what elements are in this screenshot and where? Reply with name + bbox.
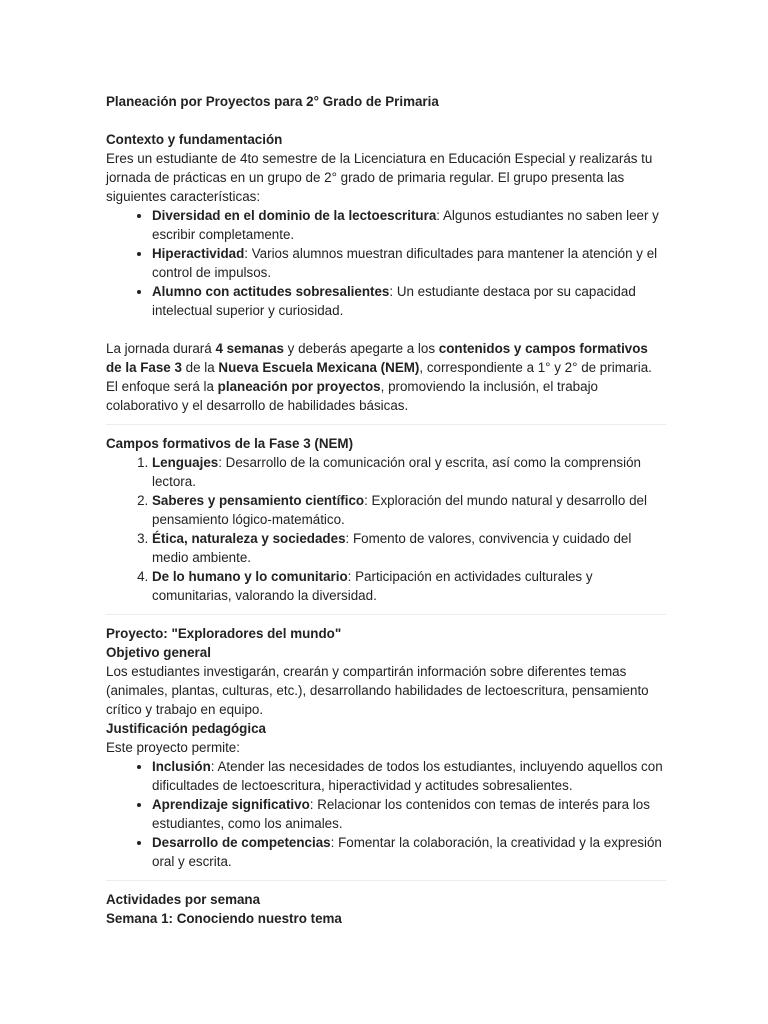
subsection-heading: Semana 1: Conociendo nuestro tema	[106, 911, 342, 926]
section-heading: Campos formativos de la Fase 3 (NEM)	[106, 436, 354, 451]
divider	[106, 614, 666, 615]
bullet-list	[106, 757, 666, 871]
bullet-list	[106, 206, 666, 320]
section-heading: Contexto y fundamentación	[106, 132, 283, 147]
list-item: • Desarrollo de competencias: Fomentar la colaboración, la creatividad y la expresión oral y escrita.	[152, 833, 666, 871]
list-item: • Alumno con actitudes sobresalientes: Un estudiante destaca por su capacidad intelectual superior y curiosidad.	[152, 282, 666, 320]
subsection-heading: Justificación pedagógica	[106, 721, 266, 736]
divider	[106, 424, 666, 425]
list-item: • Diversidad en el dominio de la lectoescritura: Algunos estudiantes no saben leer y escribir completamente.	[152, 206, 666, 244]
paragraph: Este proyecto permite:	[106, 740, 240, 755]
section-campos	[106, 434, 666, 605]
section-heading: Actividades por semana	[106, 892, 261, 907]
paragraph: La jornada durará 4 semanas y deberás apegarte a los contenidos y campos formativos de la Fase 3 de la Nueva Escuela Mexicana (NEM), correspondiente a 1° y 2° de primaria. El enfoque será la planeación por proyectos, promoviendo la inclusión, el trabajo colaborativo y el desarrollo de habilidades básicas.	[106, 341, 652, 413]
subsection-heading: Objetivo general	[106, 645, 211, 660]
list-item: • Aprendizaje significativo: Relacionar los contenidos con temas de interés para los estudiantes, como los animales.	[152, 795, 666, 833]
numbered-list	[106, 453, 666, 605]
paragraph: Eres un estudiante de 4to semestre de la Licenciatura en Educación Especial y realizarás tu jornada de prácticas en un grupo de 2° grado de primaria regular. El grupo presenta las siguientes características:	[106, 151, 653, 204]
divider	[106, 880, 666, 881]
section-proyecto	[106, 624, 666, 871]
paragraph: Los estudiantes investigarán, crearán y compartirán información sobre diferentes temas (animales, plantas, culturas, etc.), desarrollando habilidades de lectoescritura, pensamiento crítico y trabajo en equipo.	[106, 664, 649, 717]
section-actividades	[106, 890, 666, 928]
document-page	[106, 92, 666, 928]
list-item: 1. Lenguajes: Desarrollo de la comunicación oral y escrita, así como la comprensión lectora.	[152, 453, 666, 491]
section-contexto	[106, 130, 666, 415]
section-heading: Proyecto: "Exploradores del mundo"	[106, 626, 342, 641]
document-title: Planeación por Proyectos para 2° Grado de Primaria	[106, 94, 439, 109]
list-item: 2. Saberes y pensamiento científico: Exploración del mundo natural y desarrollo del pensamiento lógico-matemático.	[152, 491, 666, 529]
list-item: • Hiperactividad: Varios alumnos muestran dificultades para mantener la atención y el control de impulsos.	[152, 244, 666, 282]
list-item: • Inclusión: Atender las necesidades de todos los estudiantes, incluyendo aquellos con dificultades de lectoescritura, hiperactividad y actitudes sobresalientes.	[152, 757, 666, 795]
list-item: 4. De lo humano y lo comunitario: Participación en actividades culturales y comunitarias, valorando la diversidad.	[152, 567, 666, 605]
list-item: 3. Ética, naturaleza y sociedades: Fomento de valores, convivencia y cuidado del medio ambiente.	[152, 529, 666, 567]
